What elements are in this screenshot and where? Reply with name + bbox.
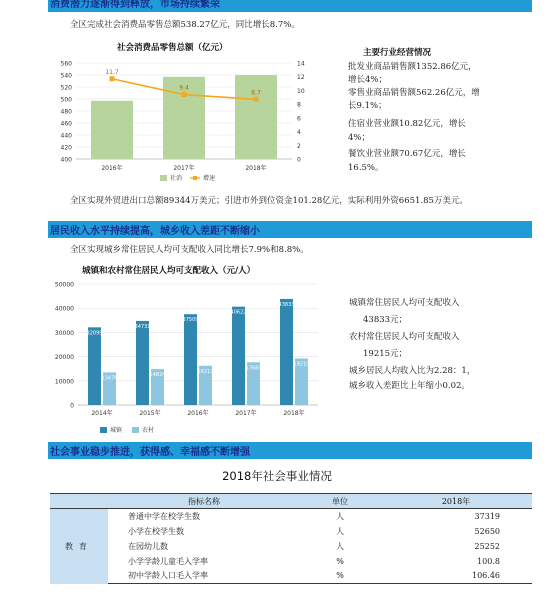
income-line: 城乡居民人均收入比为2.28：1， [349,366,476,376]
data-label: 11.7 [105,68,119,76]
y-tick-label: 10000 [54,378,74,386]
bar-urban [136,321,149,405]
data-label: 32099 [86,330,103,337]
bar-urban [280,299,293,405]
growth-point [110,76,115,81]
section-banner-consumption [48,0,532,12]
x-tick-label: 2018年 [245,165,267,172]
income-line: 城镇常住居民人均可支配收入 [349,298,460,308]
income-chart [48,278,322,441]
income-line: 19215元； [363,349,408,359]
chart-title: 社会消费品零售总额（亿元） [117,43,228,53]
data-label: 8.7 [251,89,261,97]
y-right-tick-label: 12 [297,74,305,82]
table-row [50,569,532,584]
industry-line: 4%； [348,133,370,143]
indicator-cell: 初中学龄人口毛入学率 [108,569,300,584]
section-title: 消费潜力逐渐得到释放，市场持续繁荣 [50,0,220,10]
section-title: 社会事业稳步推进，获得感、幸福感不断增强 [50,447,250,458]
section-banner-income [48,221,532,238]
table-title: 2018年社会事业情况 [222,469,332,483]
header-indicator: 指标名称 [108,494,300,509]
industry-line: 批发业商品销售额1352.86亿元， [348,62,477,72]
x-tick-label: 2017年 [173,165,195,172]
bar [91,101,133,159]
y-tick-label: 20000 [54,354,74,362]
bar-urban [88,327,101,405]
unit-cell: 人 [336,541,344,551]
legend-label: 增速 [203,175,216,182]
unit-cell: % [300,569,380,584]
y-left-tick-label: 540 [60,72,72,80]
y-right-tick-label: 0 [297,156,301,164]
data-label: 40622 [230,309,247,316]
y-right-tick-label: 14 [297,60,305,68]
x-tick-label: 2017年 [235,410,257,417]
data-label: 17660 [245,365,262,372]
trade-paragraph: 全区实现外贸进出口总额89344万美元；引进市外到位资金101.28亿元，实际利用外资6651.85万美元。 [70,196,468,206]
indicator-cell: 小学在校学生数 [128,526,184,536]
data-label: 9.4 [179,84,189,92]
data-label: 19215 [293,361,310,368]
income-line: 43833元； [363,315,408,325]
table-row [50,554,532,569]
section-banner-social [48,442,532,459]
legend-swatch [100,427,107,433]
social-affairs-table [50,493,532,584]
y-right-tick-label: 8 [297,101,301,109]
industry-line: 零售业商品销售额562.26亿元，增 [348,88,480,98]
x-tick-label: 2014年 [91,410,113,417]
y-left-tick-label: 520 [60,84,72,92]
indicator-cell: 小学学龄儿童毛入学率 [128,556,208,566]
x-tick-label: 2016年 [187,410,209,417]
data-label: 37509 [182,317,199,324]
data-label: 13476 [101,375,118,382]
legend-label: 城镇 [110,427,123,434]
header-blank [50,494,108,509]
legend-swatch [193,176,197,180]
legend-label: 社消 [170,175,183,182]
table-header-row [50,494,532,509]
x-tick-label: 2015年 [139,410,161,417]
y-tick-label: 30000 [54,329,74,337]
y-right-tick-label: 10 [297,87,305,95]
indicator-cell: 普通中学在校学生数 [128,511,200,521]
table-row [50,524,532,539]
industry-line: 餐饮业营业额70.67亿元，增长 [348,149,466,159]
header-unit: 单位 [300,494,380,509]
y-left-tick-label: 440 [60,132,72,140]
data-label: 43833 [278,301,295,308]
growth-point [182,92,187,97]
y-left-tick-label: 500 [60,96,72,104]
bar [235,75,277,159]
industry-line: 16.5%。 [348,163,384,173]
side-title: 主要行业经营情况 [363,48,432,58]
growth-point [254,97,259,102]
retail-sales-chart [48,55,320,193]
value-cell: 100.8 [477,556,500,566]
data-label: 16217 [197,368,214,375]
y-left-tick-label: 460 [60,120,72,128]
table-row [50,539,532,554]
income-line: 城乡收入差距比上年缩小0.02。 [349,381,470,391]
data-label: 34731 [134,323,151,330]
table-row [50,509,532,524]
legend-label: 农村 [142,427,155,434]
y-left-tick-label: 560 [60,60,72,68]
industry-line: 增长4%； [348,75,387,85]
legend-swatch [160,175,167,181]
data-label: 14824 [149,372,166,379]
industry-line: 住宿业营业额10.82亿元，增长 [348,119,466,129]
y-right-tick-label: 4 [297,129,301,137]
value-cell: 106.46 [380,569,532,584]
y-left-tick-label: 400 [60,156,72,164]
y-tick-label: 0 [70,402,74,410]
y-tick-label: 40000 [54,305,74,313]
bar-urban [232,307,245,405]
y-right-tick-label: 6 [297,115,301,123]
y-tick-label: 50000 [54,281,74,289]
chart-title: 城镇和农村常住居民人均可支配收入（元/人） [82,266,256,276]
y-right-tick-label: 2 [297,142,301,150]
income-intro: 全区实现城乡常住居民人均可支配收入同比增长7.9%和8.8%。 [70,245,309,255]
unit-cell: 人 [336,511,344,521]
y-left-tick-label: 480 [60,108,72,116]
income-line: 农村常住居民人均可支配收入 [349,332,460,342]
value-cell: 52650 [474,526,500,536]
x-tick-label: 2016年 [101,165,123,172]
y-left-tick-label: 420 [60,144,72,152]
indicator-cell: 在园幼儿数 [128,541,168,551]
section-title: 居民收入水平持续提高，城乡收入差距不断缩小 [50,226,260,237]
unit-cell: 人 [336,526,344,536]
header-year: 2018年 [380,494,532,509]
bar-urban [184,314,197,405]
category-cell: 教育 [50,509,108,584]
value-cell: 25252 [474,541,500,551]
x-tick-label: 2018年 [283,410,305,417]
consumption-intro: 全区完成社会消费品零售总额538.27亿元，同比增长8.7%。 [70,20,300,30]
value-cell: 37319 [474,511,500,521]
legend-swatch [132,427,139,433]
unit-cell: % [336,556,344,566]
industry-line: 长9.1%； [348,101,387,111]
